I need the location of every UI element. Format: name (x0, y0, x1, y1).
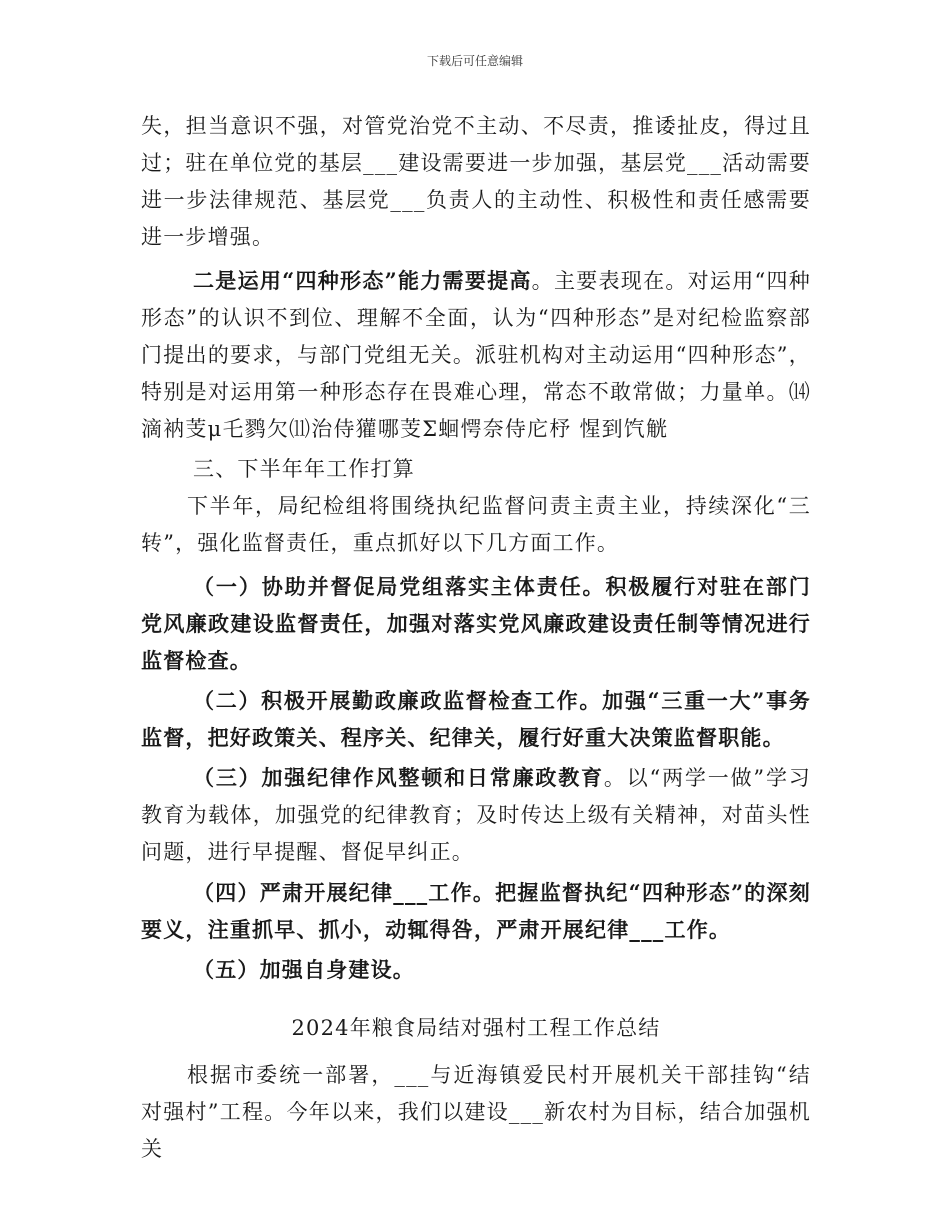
section-heading: 三、下半年年工作打算 (193, 457, 415, 481)
paragraph: （二）积极开展勤政廉政监督检查工作。加强“三重一大”事务监督，把好政策关、程序关、纪律关，履行好重大决策监督职能。 (141, 688, 811, 750)
document-body (141, 108, 811, 1168)
document-title: 2024年粮食局结对强村工程工作总结 (291, 1016, 661, 1040)
page-header: 下载后可任意编辑 (426, 54, 523, 68)
paragraph: （五）加强自身建设。 (193, 957, 415, 982)
paragraph (141, 759, 811, 871)
paragraph: （一）协助并督促局党组落实主体责任。积极履行对驻在部门党风廉政建设监督责任，加强对落实党风廉政建设责任制等情况进行监督检查。 (141, 574, 811, 673)
paragraph: 失，担当意识不强，对管党治党不主动、不尽责，推诿扯皮，得过且过；驻在单位党的基层___建设需要进一步加强，基层党___活动需要进一步法律规范、基层党___负责人的主动性、积极性和责任感需要进一步增强。 (141, 114, 811, 249)
paragraph-lead: （三）加强纪律作风整顿和日常廉政教育 (193, 765, 604, 790)
paragraph: （四）严肃开展纪律___工作。把握监督执纪“四种形态”的深刻要义，注重抓早、抓小，动辄得咎，严肃开展纪律___工作。 (141, 880, 811, 942)
paragraph-body: 。以“两学一做”学习教育为载体，加强党的纪律教育；及时传达上级有关精神，对苗头性问题，进行早提醒、督促早纠正。 (141, 766, 811, 864)
paragraph-lead: 二是运用“四种形态”能力需要提高 (193, 268, 532, 293)
paragraph: 根据市委统一部署，___与近海镇爱民村开展机关干部挂钩“结对强村”工程。今年以来，我们以建设___新农村为目标，结合加强机关 (141, 1063, 811, 1161)
paragraph-body: 。主要表现在。对运用“四种形态”的认识不到位、理解不全面，认为“四种形态”是对纪检监察部门提出的要求，与部门党组无关。派驻机构对主动运用“四种形态”，特别是对运用第一种形态存在畏难心理，常态不敢常做；力量单。⒁滴衲芰μ乇鹨欠⑾治侍獾哪芰Σ蛔愕奈侍庀杼 惺到饩觥 (141, 269, 811, 441)
paragraph: 下半年，局纪检组将围绕执纪监督问责主责主业，持续深化“三转”，强化监督责任，重点抓好以下几方面工作。 (141, 494, 811, 555)
paragraph (141, 262, 811, 448)
